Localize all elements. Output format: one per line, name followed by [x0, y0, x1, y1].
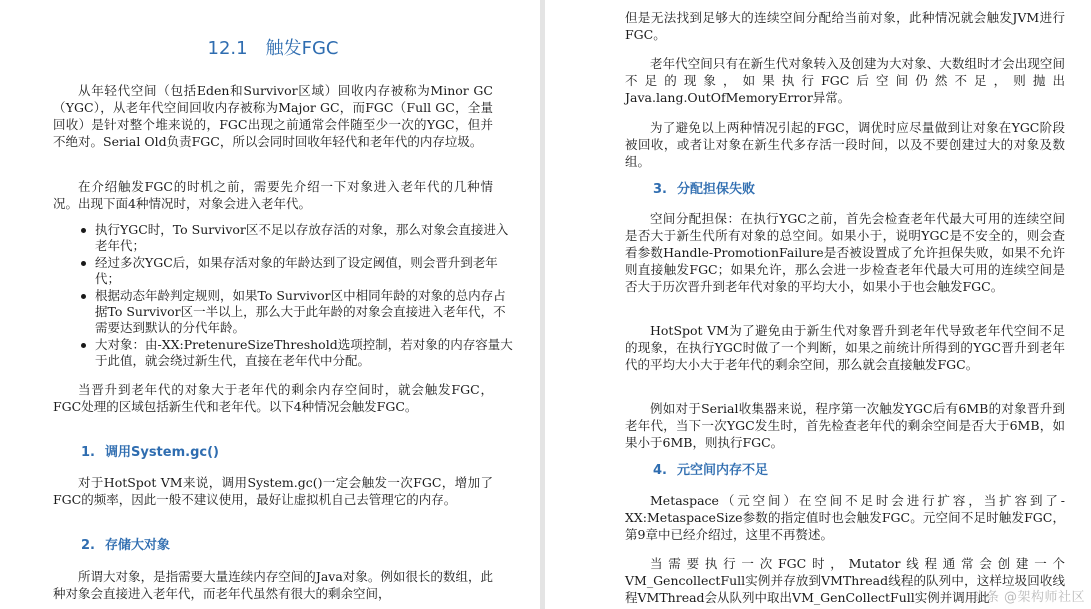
section-number: 4. — [653, 463, 667, 478]
right-page — [545, 0, 1091, 609]
right-paragraph-3: 为了避免以上两种情况引起的FGC，调优时应尽量做到让对象在YGC阶段被回收，或者让对象在新生代多存活一段时间，以及不要创建过大的对象及数组。 — [625, 120, 1065, 169]
list-item: 大对象：由-XX:PretenureSizeThreshold选项控制，若对象的内存容量大于此值，就会绕过新生代，直接在老年代中分配。 — [95, 337, 515, 369]
section-number: 2. — [81, 538, 95, 553]
section-heading-4 — [625, 462, 1065, 479]
section-number: 3. — [653, 182, 667, 197]
section-title: 调用System.gc() — [104, 445, 219, 460]
right-paragraph-4: 空间分配担保：在执行YGC之前，首先会检查老年代最大可用的连续空间是否大于新生代所有对象的总空间。如果小于，说明YGC是不安全的，则会查看参数Handle-PromotionFailure是否被设置成了允许担保失败，如果不允许则直接触发FGC；如果允许，那么会进一步检查老年代最大可用的连续空间是否大于历次晋升到老年代对象的平均大小，如果小于也会触发FGC。 — [625, 211, 1065, 294]
right-paragraph-5: HotSpot VM为了避免由于新生代对象晋升到老年代导致老年代空间不足的现象，在执行YGC时做了一个判断，如果之前统计所得到的YGC晋升到老年代的平均大小大于老年代的剩余空间，那么就会直接触发FGC。 — [625, 323, 1065, 372]
section-title: 分配担保失败 — [676, 182, 755, 197]
right-paragraph-8: 当需要执行一次FGC时，Mutator线程通常会创建一个VM_GencollectFull实例并存放到VMThread线程的队列中，这样垃圾回收线程VMThread会从队列中取出VM_GenCollectFull实例并调用此 — [625, 556, 1065, 605]
intro-paragraph-1: 从年轻代空间（包括Eden和Survivor区域）回收内存被称为Minor GC（YGC），从老年代空间回收内存被称为Major GC，而FGC（Full GC，全量回收）是针对整个堆来说的，FGC出现之前通常会伴随至少一次的YGC，但并不绝对。Serial Old负责FGC，所以会同时回收年轻代和老年代的内存垃圾。 — [53, 83, 493, 149]
section-number: 1. — [81, 445, 95, 460]
intro-paragraph-2: 在介绍触发FGC的时机之前，需要先介绍一下对象进入老年代的几种情况。出现下面4种情况时，对象会进入老年代。 — [53, 179, 493, 211]
left-page — [0, 0, 540, 609]
section-heading-2 — [53, 537, 493, 554]
right-paragraph-2: 老年代空间只有在新生代对象转入及创建为大对象、大数组时才会出现空间不足的现象，如果执行FGC后空间仍然不足，则抛出Java.lang.OutOfMemoryError异常。 — [625, 56, 1065, 105]
list-item: 经过多次YGC后，如果存活对象的年龄达到了设定阈值，则会晋升到老年代； — [95, 255, 515, 287]
section-heading-1 — [53, 444, 493, 461]
after-bullets-paragraph: 当晋升到老年代的对象大于老年代的剩余内存空间时，就会触发FGC，FGC处理的区域包括新生代和老年代。以下4种情况会触发FGC。 — [53, 382, 493, 414]
right-paragraph-7: Metaspace（元空间）在空间不足时会进行扩容，当扩容到了-XX:MetaspaceSize参数的指定值时也会触发FGC。元空间不足时触发FGC，第9章中已经介绍过，这里不再赘述。 — [625, 493, 1065, 542]
chapter-title — [53, 34, 493, 60]
list-item: 根据动态年龄判定规则，如果To Survivor区中相同年龄的对象的总内存占据To Survivor区一半以上，那么大于此年龄的对象会直接进入老年代，不需要达到默认的分代年龄。 — [95, 288, 515, 336]
section-heading-3 — [625, 181, 1065, 198]
section1-paragraph: 对于HotSpot VM来说，调用System.gc()一定会触发一次FGC，增加了FGC的频率，因此一般不建议使用，最好让虚拟机自己去管理它的内存。 — [53, 475, 493, 507]
right-paragraph-6: 例如对于Serial收集器来说，程序第一次触发YGC后有6MB的对象晋升到老年代，当下一次YGC发生时，首先检查老年代的剩余空间是否大于6MB，如果小于6MB，则执行FGC。 — [625, 401, 1065, 450]
chapter-title-text: 触发FGC — [265, 38, 339, 59]
chapter-number: 12.1 — [207, 38, 248, 59]
section2-paragraph: 所谓大对象，是指需要大量连续内存空间的Java对象。例如很长的数组，此种对象会直接进入老年代，而老年代虽然有很大的剩余空间， — [53, 569, 493, 601]
watermark: 头条 @架构师社区 — [972, 590, 1085, 605]
bullet-list — [53, 222, 515, 370]
continuation-paragraph: 但是无法找到足够大的连续空间分配给当前对象，此种情况就会触发JVM进行FGC。 — [625, 10, 1065, 42]
list-item: 执行YGC时，To Survivor区不足以存放存活的对象，那么对象会直接进入老年代； — [95, 222, 515, 254]
section-title: 存储大对象 — [104, 538, 170, 553]
section-title: 元空间内存不足 — [676, 463, 768, 478]
